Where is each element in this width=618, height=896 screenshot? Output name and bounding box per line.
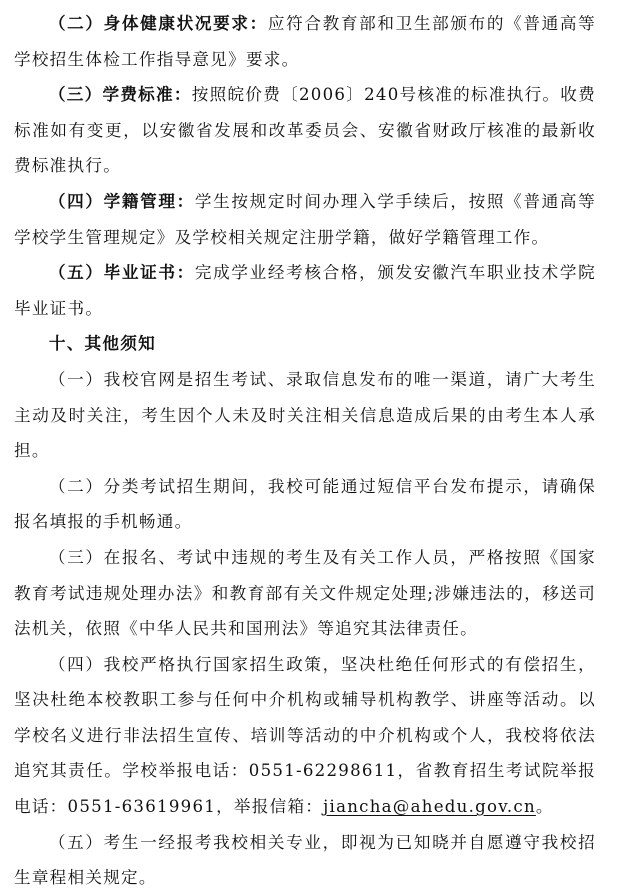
section-heading: 十、其他须知: [48, 334, 156, 354]
report-email-link[interactable]: jiancha@ahedu.gov.cn: [323, 797, 536, 817]
notice-paragraph: （三）在报名、考试中违规的考生及有关工作人员，严格按照《国家教育考试违规处理办法》和教育部有关文件规定处理;涉嫌违法的，移送司法机关，依照《中华人民共和国刑法》等追究其法律责任。: [14, 547, 596, 639]
section-enrollment: [14, 184, 596, 255]
section-text: 按照皖价费〔2006〕240号核准的标准执行。收费标准如有变更，以安徽省发展和改革委员会、安徽省财政厅核准的最新收费标准执行。: [14, 85, 597, 176]
notice-end: 。: [535, 797, 554, 817]
notice-paragraph: （五）考生一经报考我校相关专业，即视为已知晓并自愿遵守我校招生章程相关规定。: [14, 832, 596, 888]
notice-text: （四）我校严格执行国家招生政策，坚决杜绝任何形式的有偿招生，坚决杜绝本校教职工参与任何中介机构或辅导机构教学、讲座等活动。以学校名义进行非法招生宣传、培训等活动的中介机构或个人，我校将依法追究其责任。学校举报电话：0551-62298611，省教育招生考试院举报电话：0551-63619961，举报信箱：: [14, 654, 596, 817]
notice-paragraph: （二）分类考试招生期间，我校可能通过短信平台发布提示，请确保报名填报的手机畅通。: [14, 476, 596, 532]
section-label: （五）毕业证书：: [48, 263, 195, 283]
section-label: （二）身体健康状况要求：: [48, 14, 268, 33]
notice-paragraph-contacts: [14, 647, 596, 825]
section-tuition: [14, 77, 596, 184]
section-health: [14, 6, 596, 77]
section-diploma: [14, 255, 596, 326]
section-text: 学生按规定时间办理入学手续后，按照《普通高等学校学生管理规定》及学校相关规定注册学籍，做好学籍管理工作。: [14, 191, 597, 247]
section-label: （四）学籍管理：: [48, 191, 195, 211]
section-label: （三）学费标准：: [48, 85, 192, 105]
section-text: 完成学业经考核合格，颁发安徽汽车职业技术学院毕业证书。: [14, 263, 597, 318]
notice-paragraph: （一）我校官网是招生考试、录取信息发布的唯一渠道，请广大考生主动及时关注，考生因个人未及时关注相关信息造成后果的由考生本人承担。: [14, 369, 596, 461]
section-text: 应符合教育部和卫生部颁布的《普通高等学校招生体检工作指导意见》要求。: [14, 14, 597, 69]
